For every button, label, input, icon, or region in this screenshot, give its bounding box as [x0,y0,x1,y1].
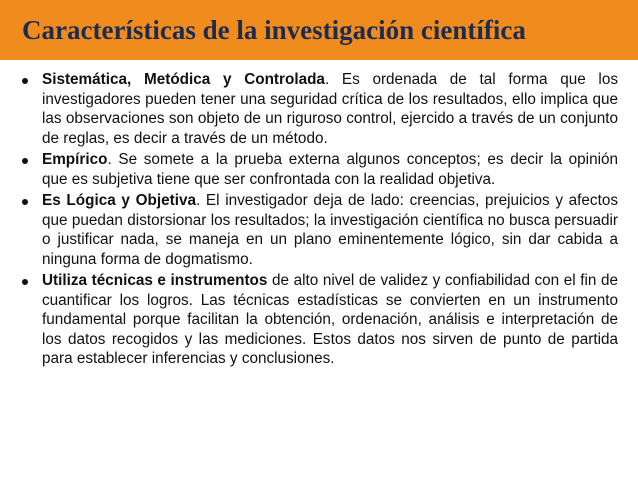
bullet-text: . Se somete a la prueba externa algunos conceptos; es decir la opinión que es subjetiva tiene que ser confrontada con la realidad objetiva. [42,151,618,188]
bullet-list [20,70,618,371]
title-bar [0,0,638,60]
bullet-dot-icon [22,279,28,285]
bullet-term: Utiliza técnicas e instrumentos [42,272,268,289]
bullet-text: . El investigador deja de lado: creencias, prejuicios y afectos que puedan distorsionar los resultados; la investigación científica no busca persuadir o justificar nada, se maneja en un plano eminentemente lógico, sin dar cabida a ninguna forma de dogmatismo. [42,192,618,268]
bullet-item [20,70,618,148]
bullet-item [20,191,618,269]
slide-title: Características de la investigación científica [22,14,526,45]
bullet-text: de alto nivel de validez y confiabilidad con el fin de cuantificar los logros. Las técnicas estadísticas se convierten en un instrumento fundamental porque facilitan la obtención, ordenación, análisis e interpretación de los datos recogidos y las mediciones. Estos datos nos sirven de punto de partida para establecer inferencias y conclusiones. [42,272,619,367]
bullet-dot-icon [22,78,28,84]
bullet-dot-icon [22,199,28,205]
bullet-dot-icon [22,158,28,164]
bullet-item [20,150,618,189]
bullet-item [20,271,618,369]
bullet-text: . Es ordenada de tal forma que los investigadores pueden tener una seguridad crítica de los resultados, ello implica que las observaciones son objeto de un riguroso control, ejercido a través de un conjunto de reglas, es decir a través de un método. [42,71,618,147]
bullet-term: Es Lógica y Objetiva [42,192,196,209]
bullet-term: Empírico [42,151,108,168]
bullet-term: Sistemática, Metódica y Controlada [42,71,325,88]
